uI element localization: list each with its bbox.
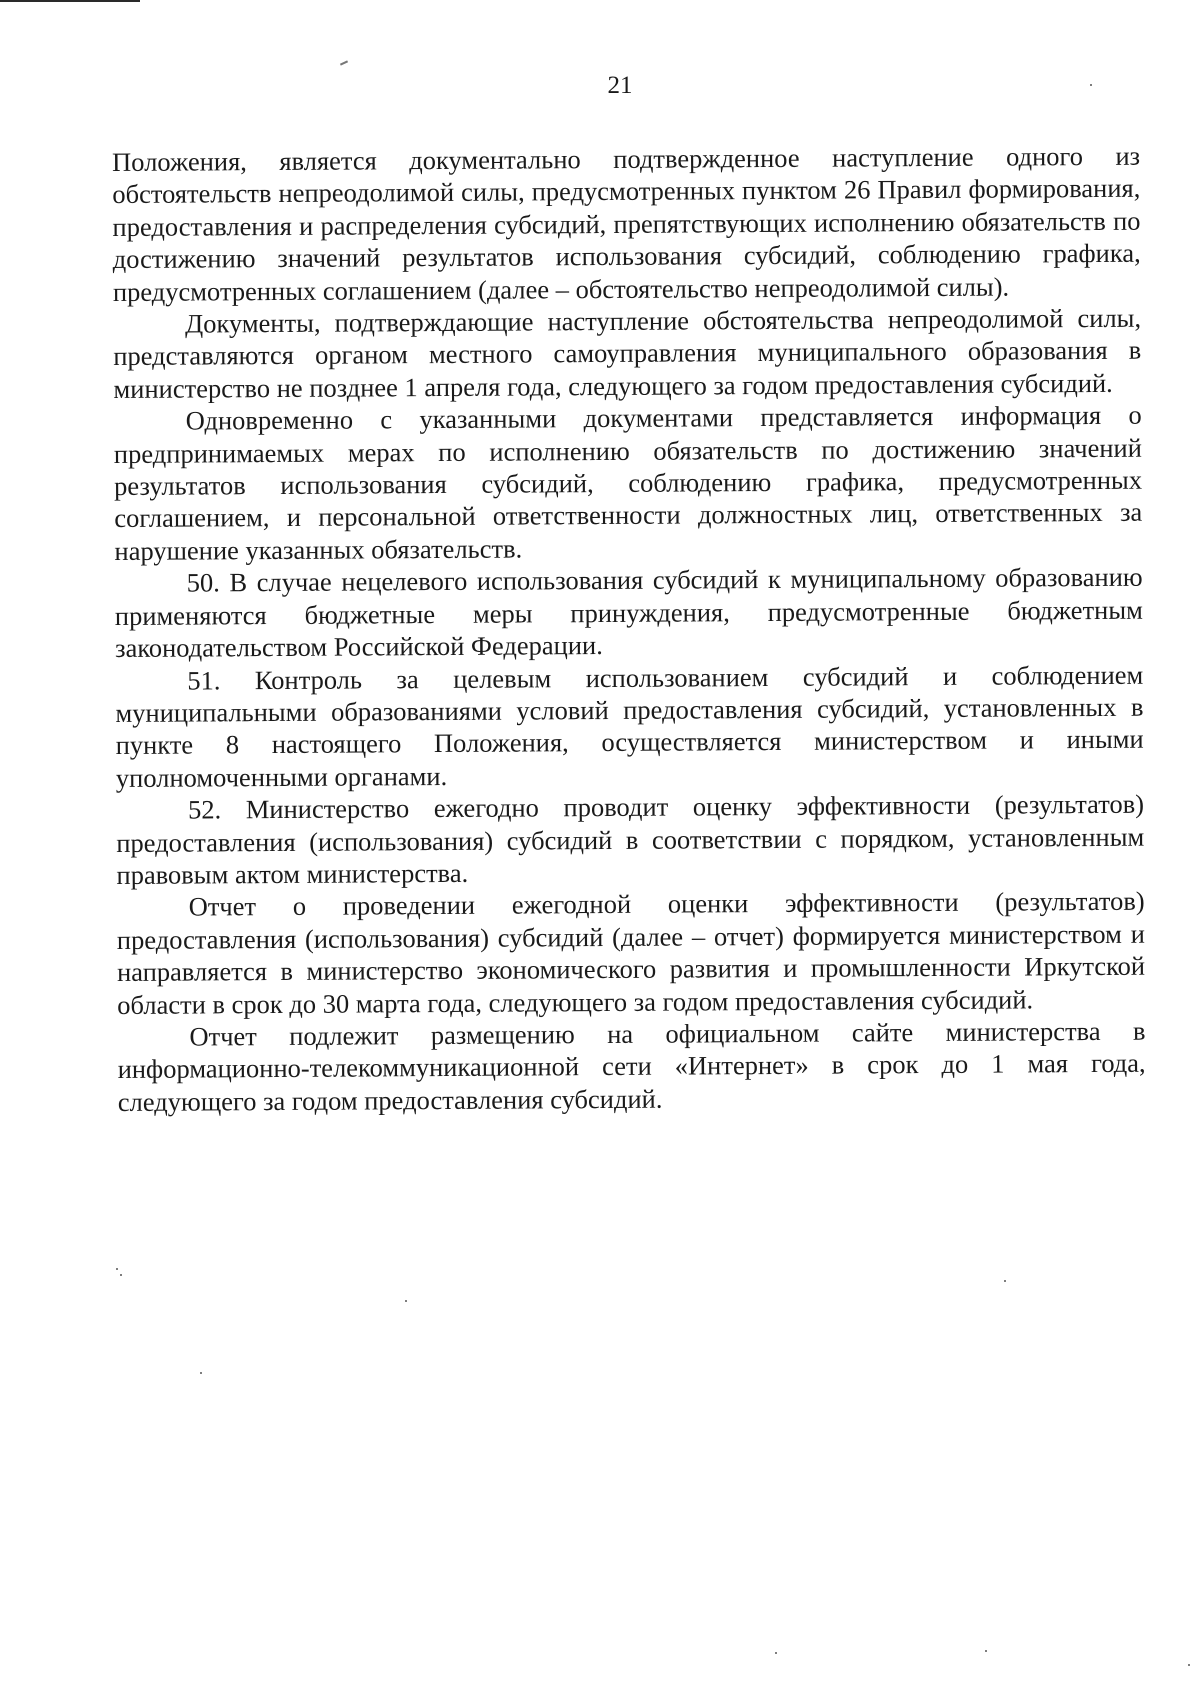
- paragraph-clause-52: 52. Министерство ежегодно проводит оценку эффективности (результатов) предоставления (использования) субсидий в соответствии с порядком, установленным правовым актом министерства.: [116, 788, 1145, 890]
- scan-speck: [1090, 84, 1092, 86]
- paragraph: Документы, подтверждающие наступление обстоятельства непреодолимой силы, представляются органом местного самоуправления муниципального образования в министерство не позднее 1 апреля года, следующего за годом предоставления субсидий.: [113, 302, 1142, 404]
- scan-speck: [405, 1300, 407, 1302]
- scan-speck: [116, 1268, 118, 1270]
- scan-edge-line: [0, 0, 140, 2]
- paragraph: Отчет о проведении ежегодной оценки эффективности (результатов) предоставления (использования) субсидий (далее – отчет) формируется министерством и направляется в министерство экономического развития и промышленности Иркутской области в срок до 30 марта года, следующего за годом предоставления субсидий.: [116, 886, 1146, 1020]
- scan-speck: [1188, 1664, 1190, 1666]
- scan-speck: [120, 1274, 122, 1276]
- document-body: [112, 140, 1146, 1118]
- paragraph-clause-50: 50. В случае нецелевого использования субсидий к муниципальному образованию применяются бюджетные меры принуждения, предусмотренные бюджетным законодательством Российской Федерации.: [114, 561, 1143, 664]
- page-number: 21: [607, 72, 633, 99]
- scan-speck: [775, 1652, 777, 1654]
- scan-mark: [340, 60, 348, 65]
- paragraph: Отчет подлежит размещению на официальном сайте министерства в информационно-телекоммуникационной сети «Интернет» в срок до 1 мая года, следующего за годом предоставления субсидий.: [117, 1015, 1146, 1117]
- scan-speck: [985, 1650, 987, 1652]
- scan-speck: [1004, 1280, 1006, 1282]
- paragraph: Положения, является документально подтвержденное наступление одного из обстоятельств непреодолимой силы, предусмотренных пунктом 26 Правил формирования, предоставления и распределения субсидий, препятствующих исполнению обязательств по достижению значений результатов использования субсидий, соблюдению графика, предусмотренных соглашением (далее – обстоятельство непреодолимой силы).: [112, 140, 1141, 307]
- paragraph-clause-51: 51. Контроль за целевым использованием субсидий и соблюдением муниципальными образованиями условий предоставления субсидий, установленных в пункте 8 настоящего Положения, осуществляется министерством и иными уполномоченными органами.: [115, 659, 1144, 793]
- paragraph: Одновременно с указанными документами представляется информация о предпринимаемых мерах по исполнению обязательств по достижению значений результатов использования субсидий, соблюдению графика, предусмотренных соглашением, и персональной ответственности должностных лиц, ответственных за нарушение указанных обязательств.: [113, 399, 1143, 566]
- scan-speck: [200, 1372, 202, 1374]
